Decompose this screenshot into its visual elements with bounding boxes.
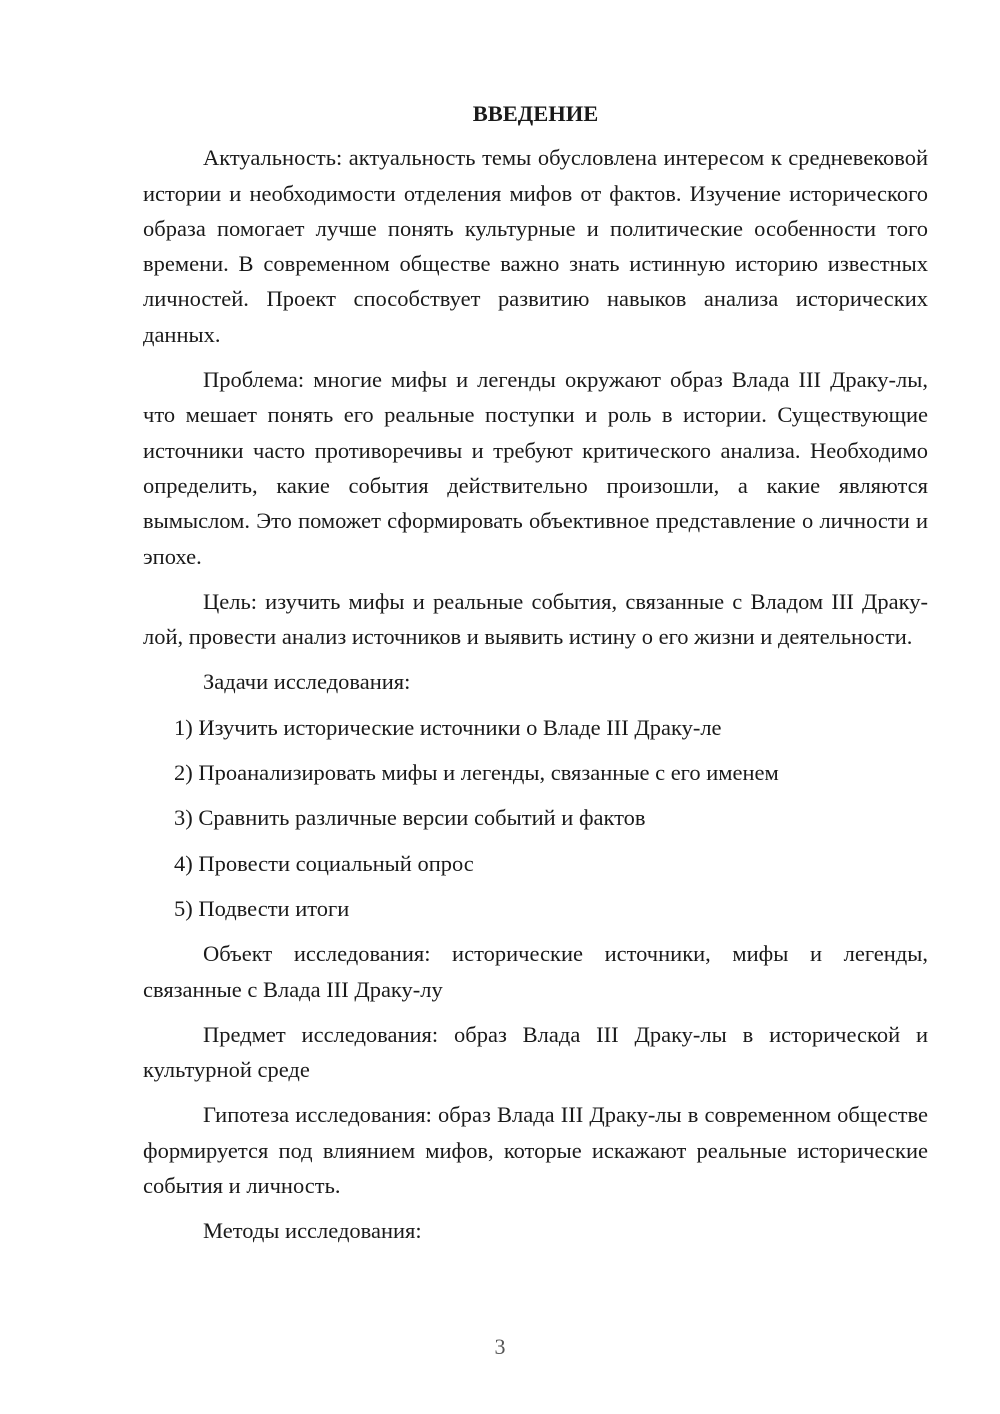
- paragraph-hypothesis: Гипотеза исследования: образ Влада III Драку-лы в современном обществе формируется под влиянием мифов, которые искажают реальные исторические события и личность.: [143, 1102, 928, 1199]
- methods-heading: Методы исследования:: [203, 1218, 422, 1244]
- list-item: 3) Сравнить различные версии событий и фактов: [174, 805, 646, 831]
- list-item: 1) Изучить исторические источники о Владе III Драку-ле: [174, 714, 722, 740]
- list-item: 2) Проанализировать мифы и легенды, связанные с его именем: [174, 760, 779, 786]
- page-title: ВВЕДЕНИЕ: [472, 101, 599, 126]
- paragraph-goal: Цель: изучить мифы и реальные события, связанные с Владом III Драку-лой, провести анализ источников и выявить истину о его жизни и деятельности.: [143, 588, 928, 650]
- paragraph-problem: Проблема: многие мифы и легенды окружают образ Влада III Драку-лы, что мешает понять его реальные поступки и роль в истории. Существующие источники часто противоречивы и требуют критического анализа. Необходимо определить, какие события действительно произошли, а какие являются вымыслом. Это поможет сформировать объективное представление о личности и эпохе.: [143, 367, 928, 569]
- paragraph-subject: Предмет исследования: образ Влада III Драку-лы в исторической и культурной среде: [143, 1021, 928, 1083]
- page-number: 3: [494, 1334, 506, 1359]
- tasks-heading: Задачи исследования:: [203, 669, 411, 695]
- document-page: [143, 96, 928, 1259]
- tasks-list: [143, 710, 928, 926]
- paragraph-relevance: Актуальность: актуальность темы обусловлена интересом к средневековой истории и необходимости отделения мифов от фактов. Изучение исторического образа помогает лучше понять культурные и политические особенности того времени. В современном обществе важно знать истинную историю известных личностей. Проект способствует развитию навыков анализа исторических данных.: [143, 145, 928, 347]
- paragraph-object: Объект исследования: исторические источники, мифы и легенды, связанные с Влада III Драку-лу: [143, 941, 928, 1002]
- list-item: 5) Подвести итоги: [174, 895, 350, 921]
- list-item: 4) Провести социальный опрос: [174, 850, 474, 876]
